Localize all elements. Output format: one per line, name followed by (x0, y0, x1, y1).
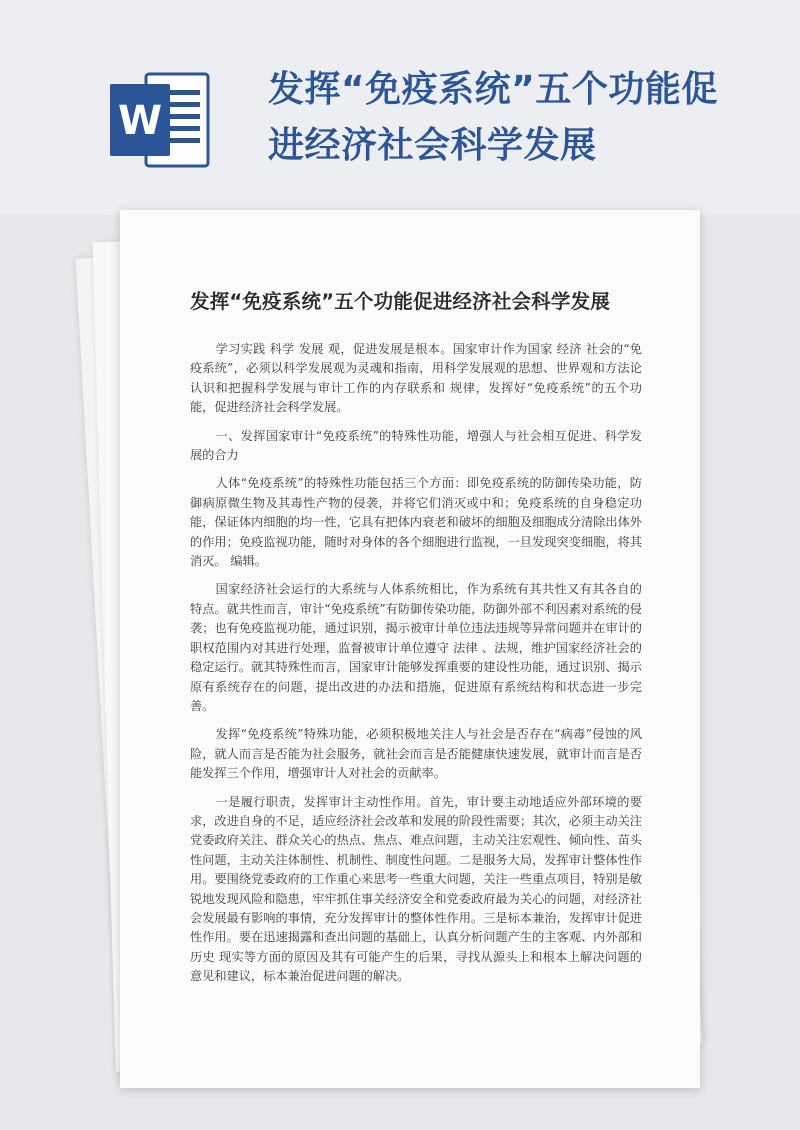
paragraph: 学习实践 科学 发展 观，促进发展是根本。国家审计作为国家 经济 社会的“免疫系统”，必须以科学发展观为灵魂和指南，用科学发展观的思想、世界观和方法论认识和把握科学发展与审计工作的内存联系和 规律，发挥好“免疫系统”的五个功能，促进经济社会科学发展。 (190, 342, 642, 415)
document-title: 发挥“免疫系统”五个功能促进经济社会科学发展 (190, 290, 611, 313)
document-page (120, 210, 700, 1088)
header-title: 发挥“免疫系统”五个功能促进经济社会科学发展 (268, 69, 718, 166)
word-icon-letter: W (117, 98, 163, 144)
paragraph: 国家经济社会运行的大系统与人体系统相比，作为系统有其共性又有其各自的特点。就共性而言，审计“免疫系统”有防御传染功能，防御外部不利因素对系统的侵袭；也有免疫监视功能，通过识别，揭示被审计单位违法违规等异常问题并在审计的职权范围内对其进行处理，监督被审计单位遵守 法律 、法规，维护国家经济社会的稳定运行。就其特殊性而言，国家审计能够发挥重要的建设性功能，通过识别、揭示原有系统存在的问题，提出改进的办法和措施，促进原有系统结构和状态进一步完善。 (190, 582, 642, 713)
word-document-icon (108, 68, 212, 172)
paragraph: 一是履行职责，发挥审计主动性作用。首先，审计要主动地适应外部环境的要求，改进自身的不足，适应经济社会改革和发展的阶段性需要；其次，必须主动关注党委政府关注、群众关心的热点、焦点、难点问题，主动关注宏观性、倾向性、苗头性问题，主动关注体制性、机制性、制度性问题。二是服务大局，发挥审计整体性作用。要围绕党委政府的工作重心来思考一些重大问题，关注一些重点项目，特别是敏锐地发现风险和隐患，牢牢抓住事关经济安全和党委政府最为关心的问题，对经济社会发展最有影响的事情，充分发挥审计的整体性作用。三是标本兼治，发挥审计促进性作用。要在迅速揭露和查出问题的基础上，认真分析问题产生的主客观、内外部和 历史 现实等方面的原因及其有可能产生的后果，寻找从源头上和根本上解决问题的意见和建议，标本兼治促进问题的解决。 (190, 794, 642, 984)
paragraph: 发挥“免疫系统”特殊功能，必须积极地关注人与社会是否存在“病毒”侵蚀的风险，就人而言是否能为社会服务，就社会而言是否能健康快速发展，就审计而言是否能发挥三个作用，增强审计人对社会的贡献率。 (190, 727, 642, 781)
section-heading: 一、发挥国家审计“免疫系统”的特殊性功能，增强人与社会相互促进、科学发展的合力 (190, 428, 642, 463)
paragraph: 人体“免疫系统”的特殊性功能包括三个方面：即免疫系统的防御传染功能，防御病原微生物及其毒性产物的侵袭，并将它们消灭或中和；免疫系统的自身稳定功能，保证体内细胞的均一性，它具有把体内衰老和破坏的细胞及细胞成分清除出体外的作用；免疫监视功能，随时对身体的各个细胞进行监视，一旦发现突变细胞，将其消灭。 编辑。 (190, 476, 642, 569)
